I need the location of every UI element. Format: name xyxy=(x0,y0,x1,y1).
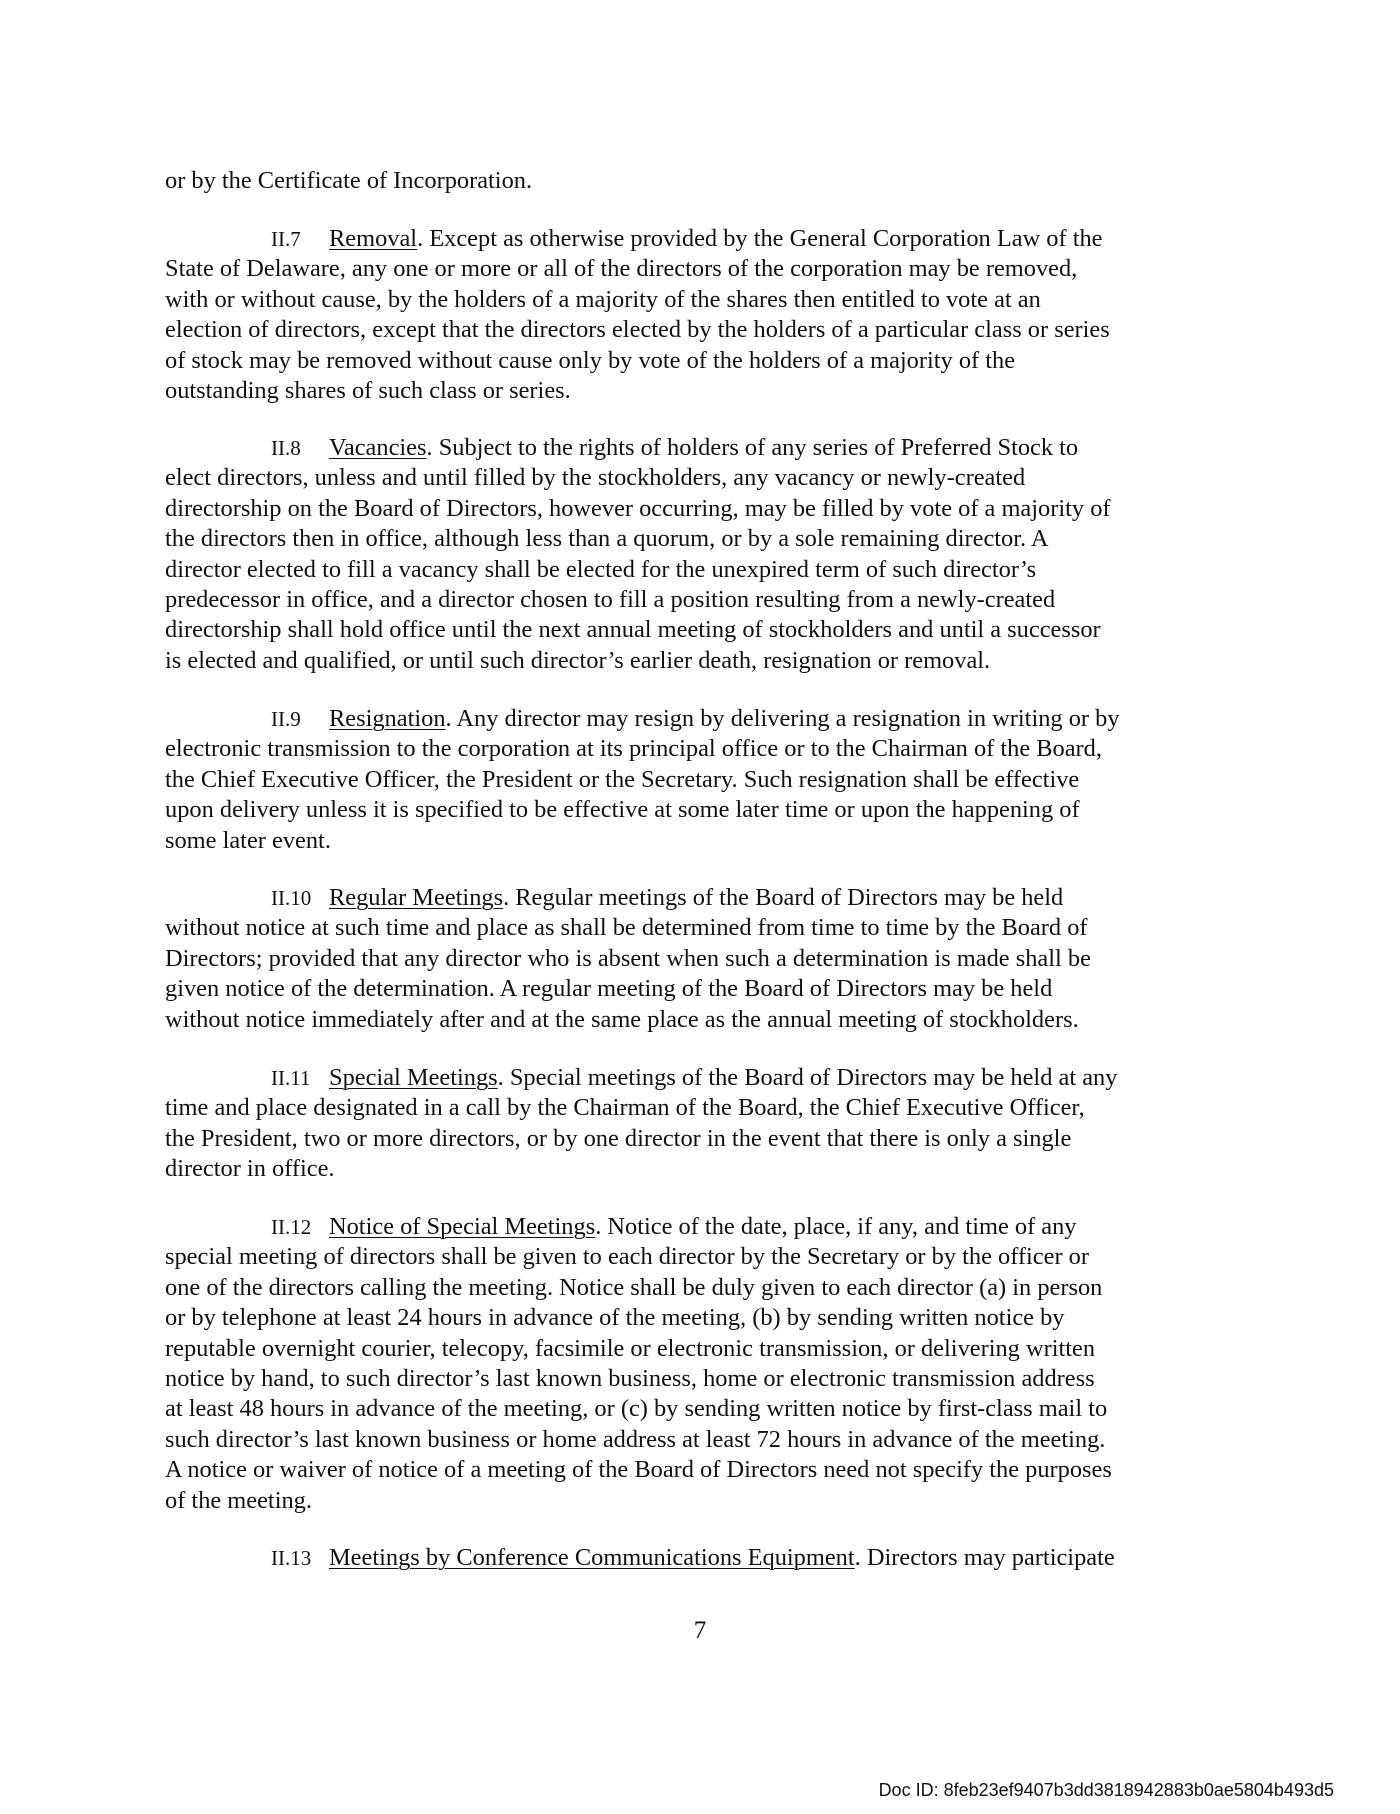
paragraph-line: . Any director may resign by delivering a resignation in writing or by xyxy=(445,705,1120,732)
paragraph-line: or by the Certificate of Incorporation. xyxy=(165,167,533,194)
paragraph-line: the directors then in office, although less than a quorum, or by a sole remaining director. A xyxy=(165,525,1049,553)
paragraph-line: predecessor in office, and a director chosen to fill a position resulting from a newly-created xyxy=(165,585,1056,613)
section-heading: Meetings by Conference Communications Equipment xyxy=(329,1544,855,1571)
paragraph-line: elect directors, unless and until filled by the stockholders, any vacancy or newly-created xyxy=(165,464,1026,492)
paragraph-line: time and place designated in a call by the Chairman of the Board, the Chief Executive Officer, xyxy=(165,1094,1085,1122)
paragraph-line: directorship shall hold office until the next annual meeting of stockholders and until a successor xyxy=(165,616,1101,644)
paragraph-line: one of the directors calling the meeting. Notice shall be duly given to each director (a) in person xyxy=(165,1273,1103,1301)
paragraph-line: such director’s last known business or home address at least 72 hours in advance of the meeting. xyxy=(165,1425,1106,1453)
section-ii-13-conference-equipment xyxy=(165,1543,1235,1573)
section-heading: Resignation xyxy=(329,705,446,732)
section-ii-11-special-meetings xyxy=(165,1063,1235,1185)
paragraph-line: election of directors, except that the directors elected by the holders of a particular class or series xyxy=(165,316,1110,344)
paragraph-line: the President, two or more directors, or by one director in the event that there is only a single xyxy=(165,1124,1072,1152)
paragraph-line: . Special meetings of the Board of Directors may be held at any xyxy=(497,1064,1118,1091)
paragraph-line: electronic transmission to the corporation at its principal office or to the Chairman of the Board, xyxy=(165,735,1102,763)
paragraph-line: or by telephone at least 24 hours in advance of the meeting, (b) by sending written notice by xyxy=(165,1304,1065,1332)
paragraph-line: director elected to fill a vacancy shall be elected for the unexpired term of such director’s xyxy=(165,555,1037,583)
section-number: II.10 xyxy=(271,886,312,910)
section-ii-10-regular-meetings xyxy=(165,883,1235,1035)
paragraph-line: without notice at such time and place as shall be determined from time to time by the Board of xyxy=(165,914,1088,942)
section-heading: Regular Meetings xyxy=(329,884,504,911)
paragraph-line: at least 48 hours in advance of the meeting, or (c) by sending written notice by first-class mail to xyxy=(165,1395,1108,1423)
section-number: II.13 xyxy=(271,1546,312,1570)
paragraph-line: notice by hand, to such director’s last known business, home or electronic transmission address xyxy=(165,1364,1095,1392)
paragraph-line: outstanding shares of such class or series. xyxy=(165,376,571,404)
section-heading: Removal xyxy=(329,225,418,252)
paragraph-line: with or without cause, by the holders of a majority of the shares then entitled to vote at an xyxy=(165,285,1041,313)
section-number: II.7 xyxy=(271,227,301,251)
section-ii-9-resignation xyxy=(165,704,1235,856)
paragraph-line: . Directors may participate xyxy=(854,1544,1115,1571)
paragraph-line: . Notice of the date, place, if any, and time of any xyxy=(595,1213,1077,1240)
paragraph-line: . Regular meetings of the Board of Directors may be held xyxy=(503,884,1064,911)
paragraph-line: upon delivery unless it is specified to be effective at some later time or upon the happening of xyxy=(165,796,1080,824)
paragraph-line: Directors; provided that any director who is absent when such a determination is made shall be xyxy=(165,944,1091,972)
paragraph-line: the Chief Executive Officer, the President or the Secretary. Such resignation shall be effective xyxy=(165,765,1080,793)
paragraph-line: . Except as otherwise provided by the General Corporation Law of the xyxy=(417,225,1103,252)
paragraph-line: director in office. xyxy=(165,1155,335,1183)
paragraph-line: . Subject to the rights of holders of any series of Preferred Stock to xyxy=(426,434,1079,461)
section-number: II.9 xyxy=(271,707,301,731)
paragraph-line: some later event. xyxy=(165,826,331,854)
section-heading: Vacancies xyxy=(329,434,427,461)
paragraph-line: directorship on the Board of Directors, however occurring, may be filled by vote of a majority of xyxy=(165,494,1111,522)
paragraph-line: is elected and qualified, or until such director’s earlier death, resignation or removal. xyxy=(165,646,991,674)
paragraph-line: given notice of the determination. A regular meeting of the Board of Directors may be held xyxy=(165,975,1053,1003)
section-ii-12-notice-of-special-meetings xyxy=(165,1212,1235,1516)
section-number: II.11 xyxy=(271,1066,311,1090)
lead-in-paragraph xyxy=(165,166,1235,196)
paragraph-line: reputable overnight courier, telecopy, facsimile or electronic transmission, or delivering written xyxy=(165,1334,1096,1362)
paragraph-line: A notice or waiver of notice of a meeting of the Board of Directors need not specify the purposes xyxy=(165,1456,1112,1484)
paragraph-line: special meeting of directors shall be given to each director by the Secretary or by the officer or xyxy=(165,1243,1089,1271)
section-ii-8-vacancies xyxy=(165,433,1235,676)
section-heading: Special Meetings xyxy=(329,1064,498,1091)
doc-id-footer: Doc ID: 8feb23ef9407b3dd3818942883b0ae5804b493d5 xyxy=(878,1780,1334,1800)
paragraph-line: State of Delaware, any one or more or all of the directors of the corporation may be removed, xyxy=(165,255,1078,283)
paragraph-line: of the meeting. xyxy=(165,1486,312,1514)
section-number: II.12 xyxy=(271,1215,312,1239)
section-number: II.8 xyxy=(271,436,301,460)
paragraph-line: of stock may be removed without cause only by vote of the holders of a majority of the xyxy=(165,346,1016,374)
page-number: 7 xyxy=(693,1617,707,1644)
section-ii-7-removal xyxy=(165,224,1235,406)
paragraph-line: without notice immediately after and at the same place as the annual meeting of stockholders. xyxy=(165,1005,1079,1033)
section-heading: Notice of Special Meetings xyxy=(329,1213,596,1240)
